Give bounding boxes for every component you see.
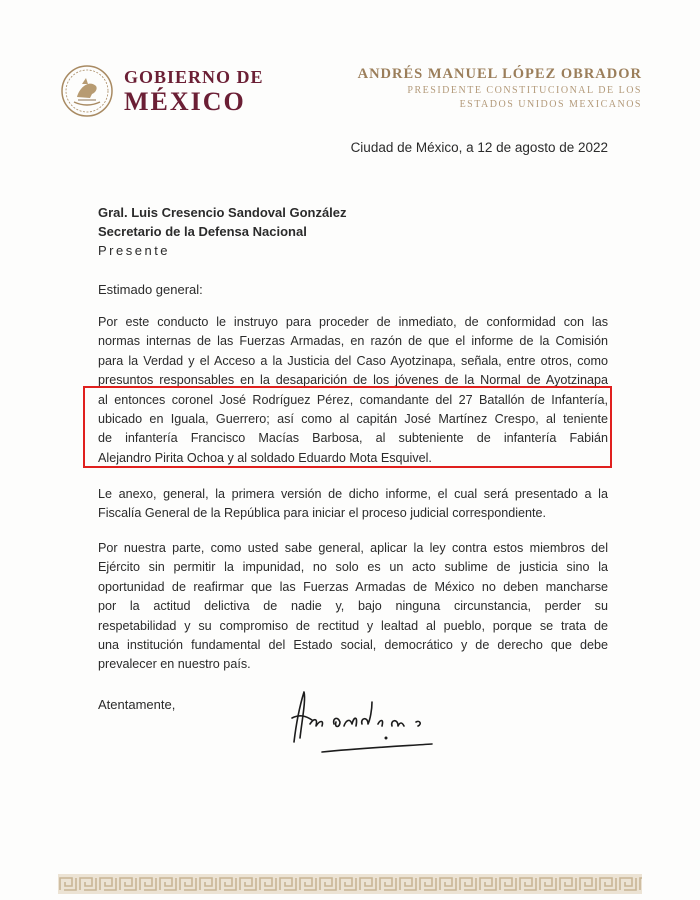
recipient-presente: Presente (98, 243, 171, 258)
paragraph-line: normas internas de las Fuerzas Armadas, en razón de que el informe de la Comisión (98, 334, 608, 349)
gov-line2: MÉXICO (124, 87, 246, 116)
paragraph-line: ubicado en Iguala, Guerrero; así como al capitán José Martínez Crespo, al teniente (98, 412, 608, 427)
paragraph-line: Le anexo, general, la primera versión de dicho informe, el cual será presentado a la (98, 487, 608, 501)
paragraph-3 (98, 539, 608, 675)
president-letterhead (358, 66, 642, 111)
paragraph-2 (98, 485, 608, 524)
handwritten-signature (282, 680, 452, 770)
decorative-footer-band (58, 874, 642, 894)
closing-text: Atentamente, (98, 697, 176, 712)
paragraph-line: respetabilidad y su compromiso de rectitud y lealtad al pueblo, porque se trata de (98, 618, 608, 633)
gov-line1: GOBIERNO DE (124, 67, 264, 87)
coat-of-arms-seal-icon (60, 64, 114, 118)
recipient-name: Gral. Luis Cresencio Sandoval González (98, 205, 347, 220)
recipient-block (98, 203, 347, 260)
paragraph-line: Ejército sin permitir la impunidad, no solo es un acto sublime de justicia sino la (98, 560, 608, 575)
paragraph-line: oportunidad de reafirmar que las Fuerzas Armadas de México no deben mancharse (98, 579, 608, 594)
letter-date: Ciudad de México, a 12 de agosto de 2022 (350, 140, 608, 155)
paragraph-line: Fiscalía General de la República para iniciar el proceso judicial correspondiente. (98, 506, 547, 521)
salutation: Estimado general: (98, 282, 203, 297)
paragraph-line: prevalecer en nuestro país. (98, 657, 251, 672)
government-logo-text (124, 68, 264, 115)
red-highlight-box (83, 386, 612, 468)
recipient-title: Secretario de la Defensa Nacional (98, 224, 307, 239)
paragraph-line: presuntos responsables en la desaparición de los jóvenes de la Normal de Ayotzinapa (98, 373, 608, 388)
paragraph-line: Por nuestra parte, como usted sabe general, aplicar la ley contra estos miembros del (98, 541, 608, 555)
president-name: ANDRÉS MANUEL LÓPEZ OBRADOR (357, 66, 642, 82)
paragraph-line: una institución fundamental del Estado social, democrático y de derecho que debe (98, 638, 608, 653)
president-title-line2: ESTADOS UNIDOS MEXICANOS (459, 99, 642, 110)
paragraph-line: Alejandro Pirita Ochoa y al soldado Eduardo Mota Esquivel. (98, 450, 432, 465)
paragraph-line: Por este conducto le instruyo para proceder de inmediato, de conformidad con las (98, 315, 608, 329)
paragraph-line: para la Verdad y el Acceso a la Justicia del Caso Ayotzinapa, señala, entre otros, como (98, 353, 608, 368)
paragraph-line: al entonces coronel José Rodríguez Pérez, comandante del 27 Batallón de Infantería, (98, 392, 608, 407)
paragraph-line: de infantería Francisco Macías Barbosa, al subteniente de infantería Fabián (98, 431, 608, 446)
paragraph-line: por la actitud delictiva de nadie y, bajo ninguna circunstancia, perder su (98, 599, 608, 614)
president-title-line1: PRESIDENTE CONSTITUCIONAL DE LOS (407, 85, 642, 96)
